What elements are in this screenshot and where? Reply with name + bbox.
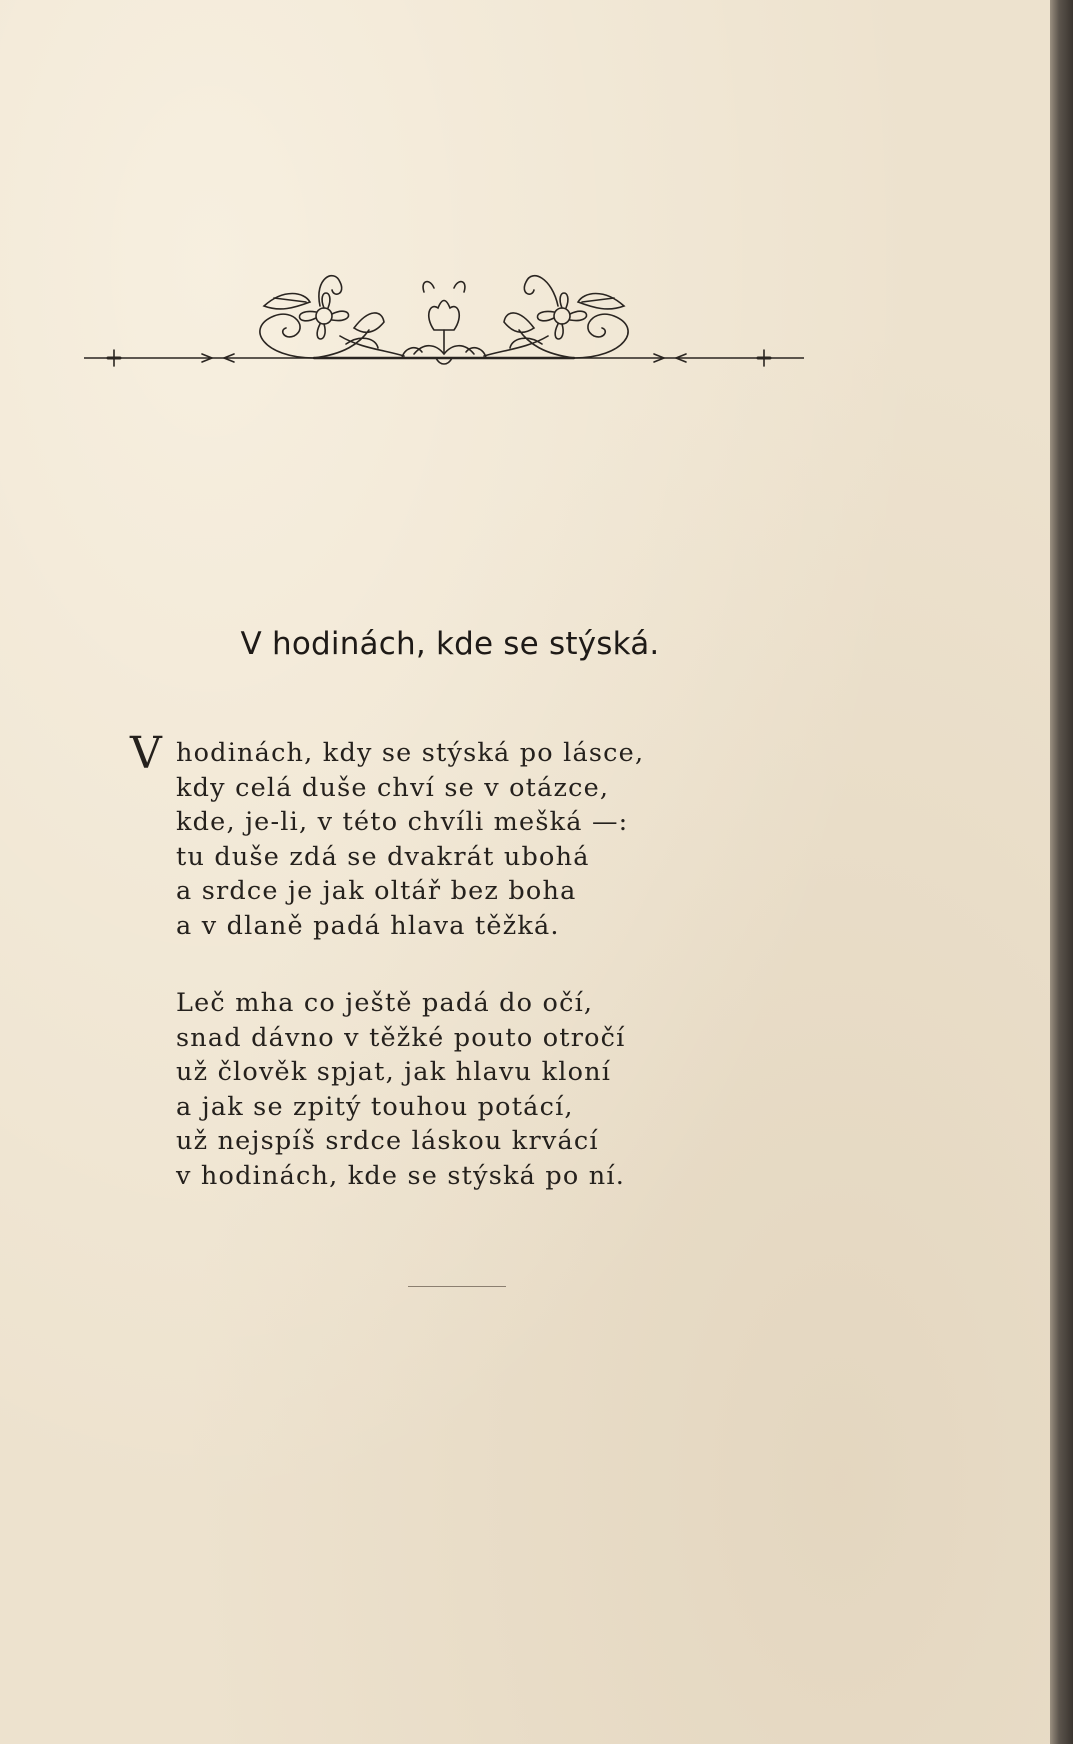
poem-line: už člověk spjat, jak hlavu kloní: [176, 1057, 612, 1087]
floral-vignette-icon: [84, 258, 804, 378]
poem-line: a srdce je jak oltář bez boha: [176, 876, 577, 906]
section-divider: [408, 1286, 506, 1287]
page-edge: [1050, 0, 1073, 1744]
poem-stanza-1: [130, 728, 816, 943]
poem-line-text: hodinách, kdy se stýská po lásce,: [176, 738, 645, 768]
poem-line: snad dávno v těžké pouto otročí: [176, 1022, 626, 1053]
poem-line: a v dlaně padá hlava těžká.: [176, 910, 560, 941]
poem-title: V hodinách, kde se stýská.: [240, 626, 660, 662]
poem-line: a jak se zpitý touhou potácí,: [176, 1091, 574, 1122]
poem-line: kde, je-li, v této chvíli mešká —:: [176, 807, 629, 837]
poem-line: [130, 728, 816, 779]
poem-line: tu duše zdá se dvakrát ubohá: [176, 841, 590, 872]
poem-stanza-2: [176, 986, 816, 1193]
poem-line: v hodinách, kde se stýská po ní.: [176, 1160, 626, 1191]
drop-cap: V: [130, 728, 163, 779]
poem-line: už nejspíš srdce láskou krvácí: [176, 1126, 599, 1156]
poem-line: Leč mha co ještě padá do očí,: [176, 988, 594, 1018]
poem-line: kdy celá duše chví se v otázce,: [176, 772, 610, 803]
